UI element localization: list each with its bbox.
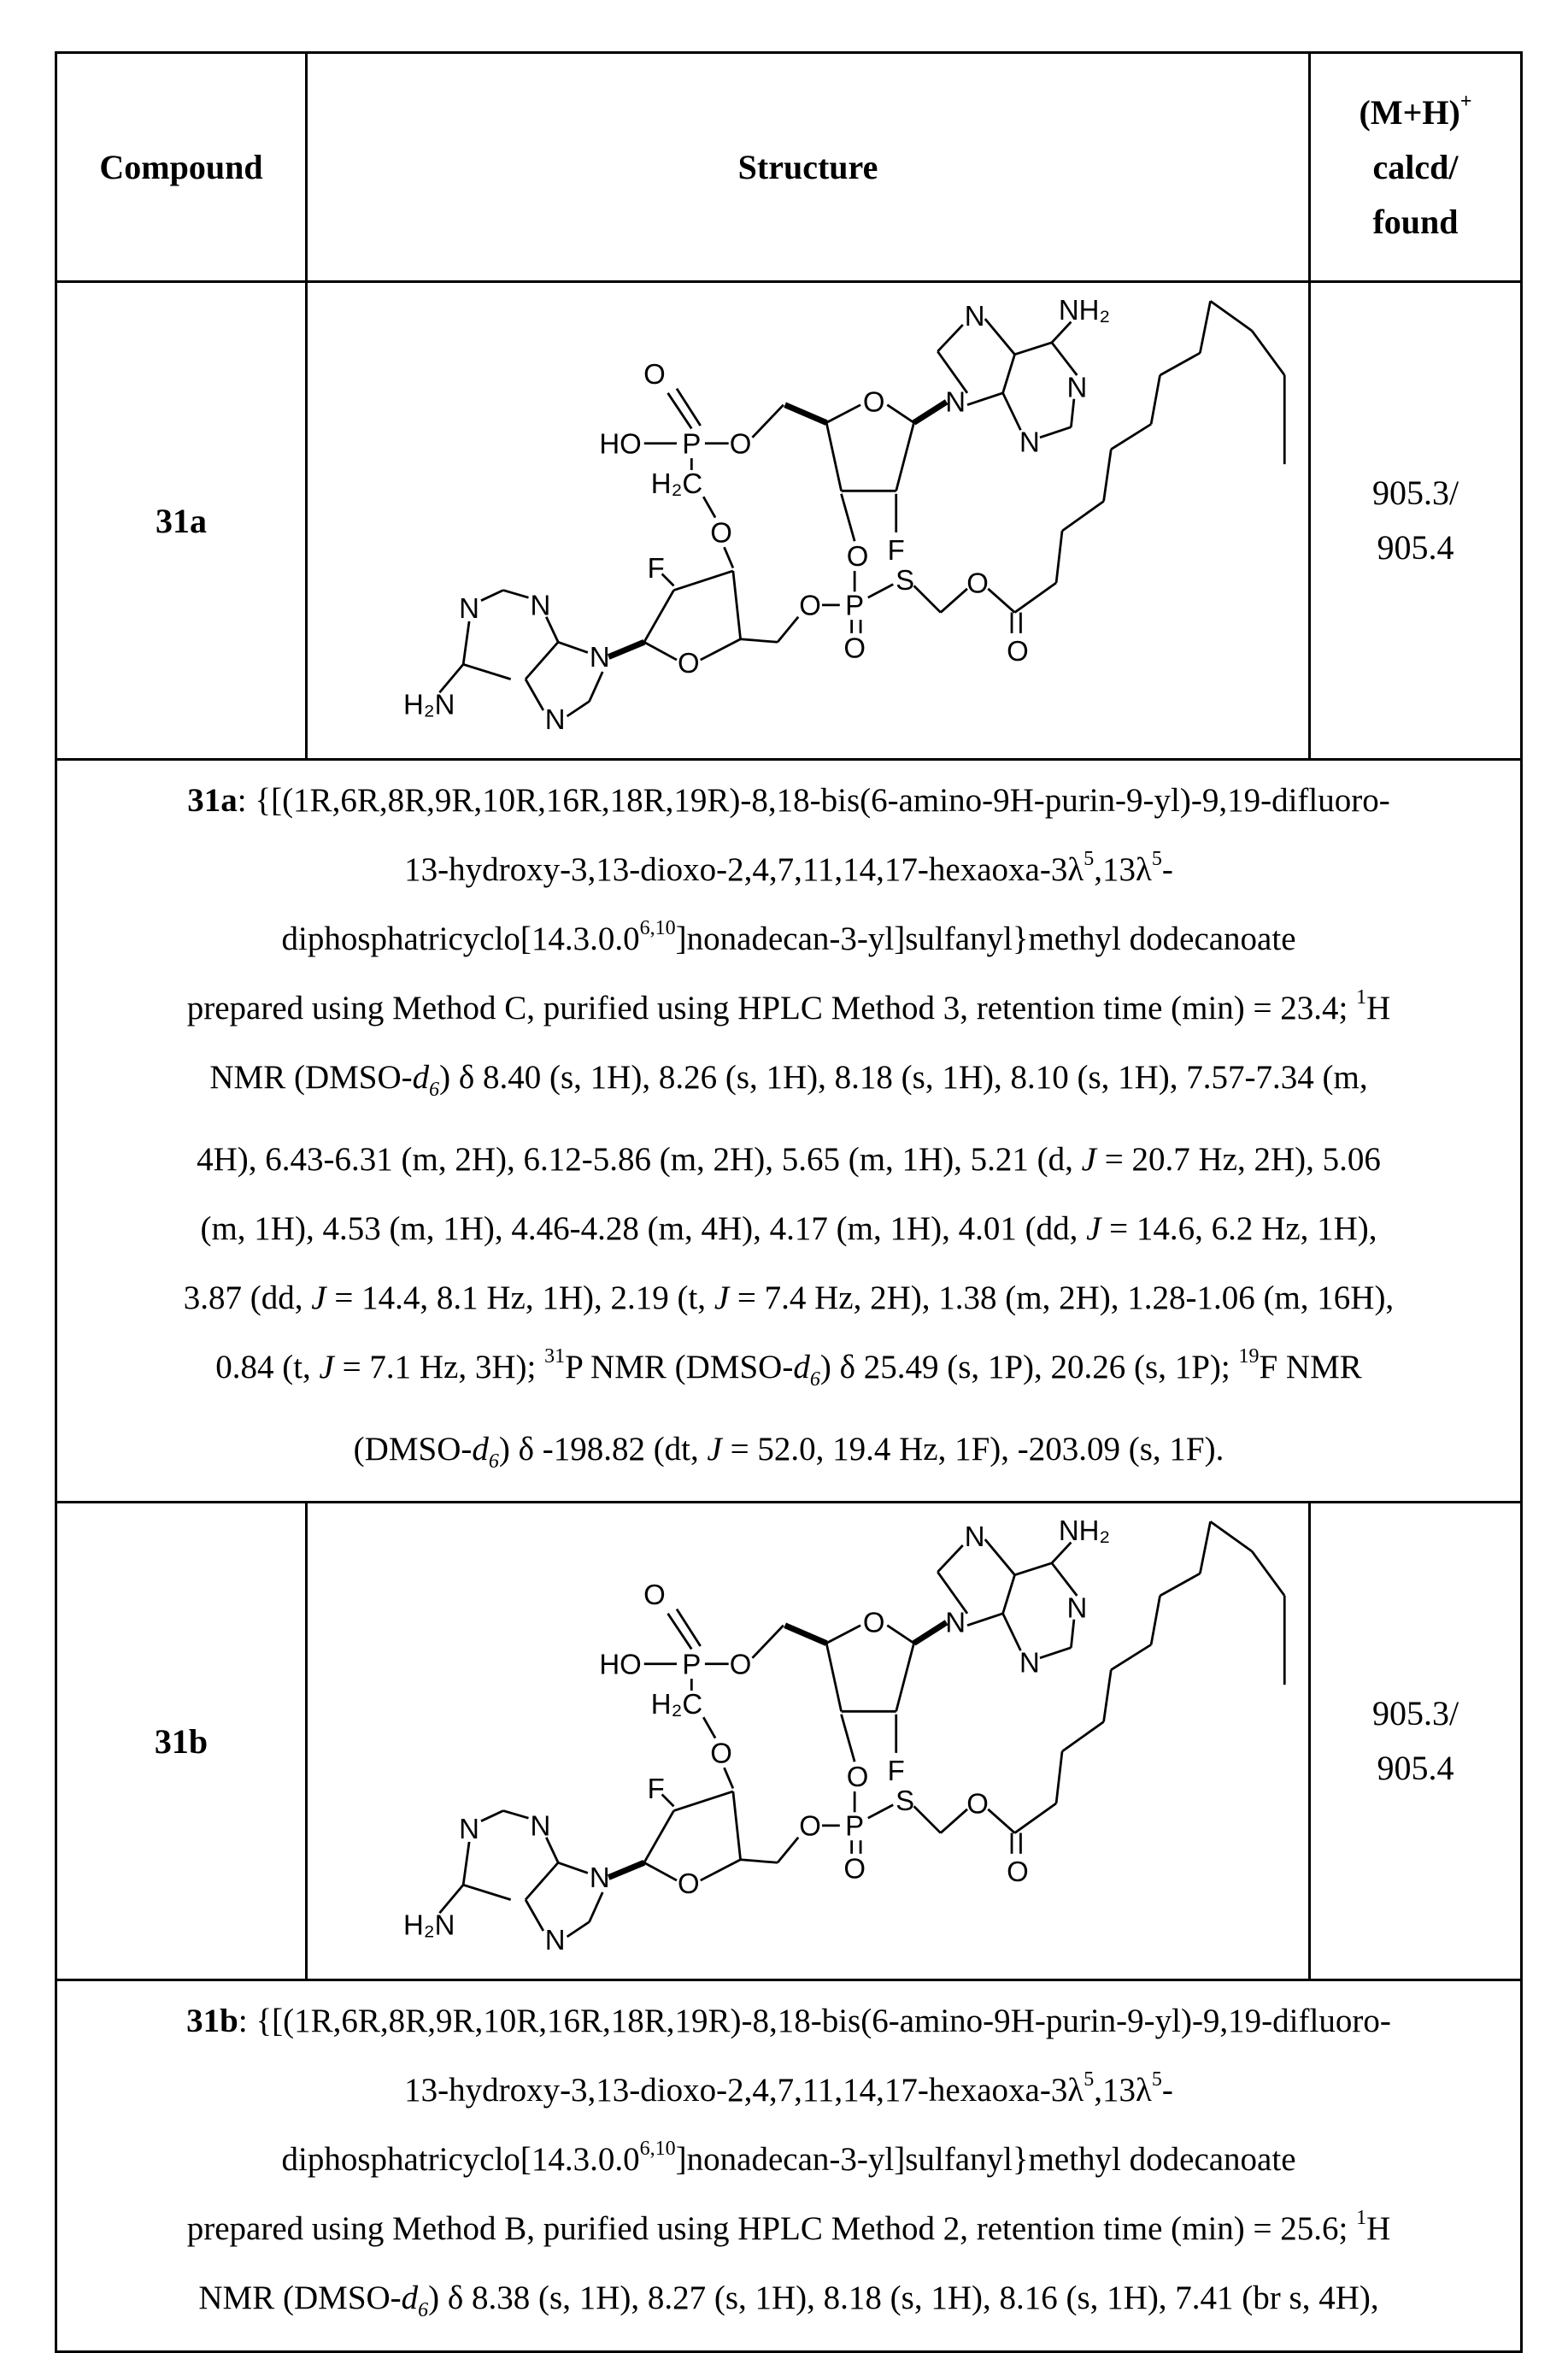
bond — [1111, 424, 1151, 449]
bond — [1160, 1574, 1201, 1596]
atom-label: H₂C — [651, 1689, 702, 1721]
description-text: 4H), 6.43-6.31 (m, 2H), 6.12-5.86 (m, 2H), 5.65 (m, 1H), 5.21 (d, — [197, 1141, 1082, 1178]
mass-cell — [1310, 282, 1522, 760]
bond — [937, 1545, 962, 1572]
bond — [668, 393, 692, 429]
description-text: NMR (DMSO- — [198, 2279, 401, 2316]
bond — [752, 405, 783, 438]
bond — [1056, 531, 1062, 583]
bond — [826, 405, 860, 423]
superscript: 31 — [544, 1345, 565, 1368]
bond — [1003, 1575, 1015, 1614]
description-text: 3.87 (dd, — [184, 1279, 312, 1316]
table-row-31a — [56, 282, 1522, 760]
description-text: = 52.0, 19.4 Hz, 1F), -203.09 (s, 1F). — [722, 1431, 1224, 1468]
description-line — [69, 904, 1508, 974]
chemical-structure-31b — [308, 1503, 1308, 1979]
description-text: H — [1366, 990, 1390, 1026]
atom-label: N — [965, 1521, 985, 1552]
atom-label: O — [643, 1579, 666, 1610]
atom-label: O — [710, 516, 732, 548]
bond — [826, 1644, 841, 1712]
bond — [526, 1863, 558, 1900]
description-text: - — [1162, 851, 1173, 888]
bond — [1211, 301, 1253, 331]
superscript: 5 — [1084, 2068, 1094, 2091]
atom-label: O — [847, 1762, 869, 1793]
bond — [988, 1809, 1014, 1833]
atom-label: S — [896, 1785, 914, 1816]
description-text: d6 — [793, 1349, 820, 1385]
atom-label: P — [682, 1649, 701, 1680]
bond — [1062, 1722, 1104, 1752]
bond — [1252, 331, 1284, 375]
mass-found: 905.4 — [1377, 1749, 1454, 1787]
bond — [887, 405, 913, 423]
atom-label: O — [843, 1853, 866, 1885]
bond — [914, 585, 941, 612]
description-text: F NMR — [1259, 1349, 1361, 1385]
description-text: diphosphatricyclo[14.3.0.0 — [281, 2141, 639, 2178]
bond — [463, 1842, 469, 1885]
bond — [842, 1715, 855, 1762]
bond — [752, 1626, 783, 1658]
description-line — [69, 1415, 1508, 1497]
bond — [1151, 375, 1160, 424]
atom-label: O — [730, 427, 752, 459]
bond — [1003, 393, 1021, 430]
atom-label: F — [648, 1773, 665, 1804]
atom-label: N — [945, 386, 966, 418]
bond — [526, 679, 543, 710]
atom-label: H₂N — [403, 1909, 455, 1941]
bond — [644, 1811, 674, 1863]
atom-label: O — [678, 1868, 700, 1899]
atom-label: P — [845, 1810, 864, 1842]
superscript: 5 — [1152, 848, 1162, 870]
wedge-bond — [608, 642, 644, 656]
bond — [567, 702, 590, 716]
description-line — [69, 766, 1508, 835]
description-text: J — [1082, 1141, 1096, 1178]
atom-label: N — [965, 300, 985, 332]
atom-label: O — [678, 647, 700, 679]
atom-label: O — [843, 632, 866, 664]
bond — [1160, 353, 1201, 375]
description-row-31a — [56, 760, 1522, 1503]
atom-label: F — [888, 1756, 905, 1787]
atom-label: O — [1007, 635, 1029, 667]
bond — [1003, 1614, 1021, 1650]
description-line — [69, 2056, 1508, 2125]
bond — [733, 1791, 741, 1860]
bond — [842, 494, 855, 542]
description-text: 13-hydroxy-3,13-dioxo-2,4,7,11,14,17-hexaoxa-3λ — [404, 851, 1084, 888]
description-row-31b — [56, 1980, 1522, 2352]
bond — [1211, 1522, 1253, 1552]
atom-label: NH₂ — [1059, 294, 1110, 326]
bond — [1015, 343, 1052, 355]
bond — [644, 591, 674, 643]
bond — [778, 617, 798, 642]
atom-label: F — [648, 552, 665, 584]
atom-label: O — [863, 1607, 885, 1638]
description-line — [69, 1332, 1508, 1415]
bond — [526, 642, 558, 679]
description-text: prepared using Method B, purified using HPLC Method 2, retention time (min) = 25.6; — [187, 2210, 1356, 2247]
compound-id: 31b — [56, 1503, 307, 1980]
description-text: 31b — [186, 2003, 238, 2039]
bond — [724, 1768, 732, 1789]
bond — [1040, 1648, 1071, 1658]
header-compound: Compound — [56, 53, 307, 282]
description-text: 13-hydroxy-3,13-dioxo-2,4,7,11,14,17-hexaoxa-3λ — [404, 2072, 1084, 2109]
description-text: (DMSO- — [354, 1431, 473, 1468]
description-text: ]nonadecan-3-yl]sulfanyl}methyl dodecanoate — [676, 921, 1296, 957]
structure-cell — [307, 1503, 1310, 1980]
atom-label: O — [1007, 1856, 1029, 1888]
wedge-bond — [608, 1863, 644, 1878]
bond — [703, 1718, 715, 1738]
bond — [1052, 343, 1077, 375]
bond — [1071, 399, 1073, 427]
bond — [703, 497, 715, 517]
mass-calcd: 905.3/ — [1372, 474, 1459, 512]
atom-label: N — [945, 1607, 966, 1638]
bond — [590, 1892, 603, 1922]
bond — [941, 589, 967, 613]
bond — [481, 591, 503, 601]
header-mass — [1310, 53, 1522, 282]
bond — [481, 1811, 503, 1821]
description-text: H — [1366, 2210, 1390, 2247]
bond — [724, 547, 732, 568]
atom-label: P — [682, 427, 701, 459]
description-line — [69, 1043, 1508, 1125]
description-text: d6 — [402, 2279, 429, 2316]
atom-label: O — [799, 589, 821, 621]
description-line — [69, 1125, 1508, 1194]
description-text: J — [1086, 1210, 1101, 1247]
description-text: diphosphatricyclo[14.3.0.0 — [281, 921, 639, 957]
atom-label: O — [730, 1649, 752, 1680]
bond — [1015, 1803, 1057, 1833]
wedge-bond — [785, 1626, 827, 1644]
bond — [985, 1539, 1015, 1575]
description-text: : {[(1R,6R,8R,9R,10R,16R,18R,19R)-8,18-bis(6-amino-9H-purin-9-yl)-9,19-difluoro- — [238, 2003, 1391, 2039]
superscript: 1 — [1356, 986, 1366, 1009]
atom-label: O — [710, 1738, 732, 1769]
atom-label: H₂C — [651, 468, 702, 499]
description-text: ) δ 8.38 (s, 1H), 8.27 (s, 1H), 8.18 (s, 1H), 8.16 (s, 1H), 7.41 (br s, 4H), — [428, 2279, 1378, 2316]
bond — [701, 1860, 741, 1880]
description-text: J — [320, 1349, 334, 1385]
atom-label: N — [530, 1810, 550, 1842]
atom-label: O — [966, 1788, 989, 1820]
bond — [868, 585, 893, 598]
bond — [644, 642, 677, 660]
atom-label: P — [845, 589, 864, 621]
bond — [1252, 1551, 1284, 1596]
bond — [826, 423, 841, 491]
bond — [914, 1807, 941, 1833]
atom-label: NH₂ — [1059, 1515, 1110, 1547]
superscript: 5 — [1152, 2068, 1162, 2091]
wedge-bond — [785, 405, 827, 423]
bond — [1052, 1563, 1077, 1596]
description-text: (m, 1H), 4.53 (m, 1H), 4.46-4.28 (m, 4H), 4.17 (m, 1H), 4.01 (dd, — [200, 1210, 1086, 1247]
description-text: ) δ -198.82 (dt, — [499, 1431, 708, 1468]
atom-label: N — [1066, 1592, 1087, 1624]
mass-found: 905.4 — [1377, 528, 1454, 567]
bond — [1104, 450, 1112, 502]
description-text: = 7.1 Hz, 3H); — [334, 1349, 544, 1385]
description-text: J — [714, 1279, 729, 1316]
atom-label: O — [863, 386, 885, 418]
bond — [1040, 427, 1071, 438]
bond — [1062, 501, 1104, 531]
atom-label: N — [1066, 371, 1087, 403]
description-text: = 14.6, 6.2 Hz, 1H), — [1101, 1210, 1377, 1247]
atom-label: N — [459, 592, 479, 624]
bond — [463, 664, 511, 679]
superscript: 6,10 — [640, 917, 676, 939]
atom-label: S — [896, 564, 914, 596]
description-line — [69, 835, 1508, 904]
bond — [941, 1809, 967, 1833]
superscript: 1 — [1356, 2207, 1366, 2229]
description-text: ) δ 25.49 (s, 1P), 20.26 (s, 1P); — [820, 1349, 1239, 1385]
bond — [967, 1614, 1003, 1626]
bond — [503, 1811, 528, 1819]
bond — [567, 1922, 590, 1937]
description-text: - — [1162, 2072, 1173, 2109]
bond — [701, 639, 741, 660]
bond — [673, 1791, 732, 1811]
description-line — [69, 1194, 1508, 1263]
bond — [677, 389, 701, 426]
superscript: 6,10 — [640, 2138, 676, 2160]
atom-label: H₂N — [403, 689, 455, 721]
atom-label: N — [530, 589, 550, 621]
bond — [1104, 1670, 1112, 1722]
description-text: ]nonadecan-3-yl]sulfanyl}methyl dodecanoate — [676, 2141, 1296, 2178]
bond — [463, 1885, 511, 1900]
description-line — [69, 1986, 1508, 2056]
description-text: P NMR (DMSO- — [565, 1349, 793, 1385]
bond — [967, 393, 1003, 405]
description-31b — [56, 1980, 1522, 2352]
bond — [985, 319, 1015, 355]
chemical-structure-31a — [308, 283, 1308, 758]
description-line — [69, 974, 1508, 1043]
description-line — [69, 2194, 1508, 2263]
bond — [1200, 301, 1210, 353]
header-mass-line2: calcd/ — [1373, 148, 1459, 186]
description-text: d6 — [413, 1059, 440, 1096]
bond — [590, 672, 603, 702]
bond — [558, 642, 588, 652]
bond — [1015, 1563, 1052, 1575]
description-text: = 7.4 Hz, 2H), 1.38 (m, 2H), 1.28-1.06 (m, 16H), — [729, 1279, 1394, 1316]
bond — [644, 1863, 677, 1881]
bond — [1056, 1752, 1062, 1804]
bond — [526, 1900, 543, 1931]
description-line — [69, 2263, 1508, 2345]
compound-id: 31a — [56, 282, 307, 760]
description-text: ,13λ — [1094, 851, 1152, 888]
table-header-row — [56, 53, 1522, 282]
bond — [826, 1626, 860, 1644]
wedge-bond — [914, 1623, 947, 1644]
bond — [668, 1614, 692, 1650]
bond — [896, 423, 914, 491]
header-mass-line3: found — [1372, 203, 1458, 241]
bond — [1151, 1596, 1160, 1644]
description-text: d6 — [472, 1431, 499, 1468]
atom-label: O — [966, 567, 989, 598]
atom-label: N — [545, 703, 566, 735]
bond — [1015, 583, 1057, 613]
superscript: 19 — [1238, 1345, 1259, 1368]
atom-label: O — [643, 358, 666, 390]
bond — [1111, 1645, 1151, 1670]
description-text: ,13λ — [1094, 2072, 1152, 2109]
bond — [741, 639, 778, 642]
mass-cell — [1310, 1503, 1522, 1980]
description-text: NMR (DMSO- — [209, 1059, 412, 1096]
bond — [868, 1805, 893, 1819]
bond — [558, 1863, 588, 1874]
mass-calcd: 905.3/ — [1372, 1694, 1459, 1732]
bond — [887, 1626, 913, 1644]
description-text: 31a — [187, 782, 238, 819]
atom-label: N — [459, 1813, 479, 1844]
atom-label: F — [888, 534, 905, 566]
bond — [937, 325, 962, 351]
atom-label: N — [1019, 426, 1040, 458]
description-31a — [56, 760, 1522, 1503]
bond — [463, 621, 469, 664]
atom-label: O — [799, 1810, 821, 1842]
bond — [896, 1644, 914, 1712]
description-text: : {[(1R,6R,8R,9R,10R,16R,18R,19R)-8,18-bis(6-amino-9H-purin-9-yl)-9,19-difluoro- — [238, 782, 1390, 819]
table-row-31b — [56, 1503, 1522, 1980]
bond — [503, 591, 528, 598]
description-line — [69, 1263, 1508, 1332]
atom-label: HO — [599, 1649, 641, 1680]
description-text: prepared using Method C, purified using HPLC Method 3, retention time (min) = 23.4; — [187, 990, 1356, 1026]
bond — [1003, 355, 1015, 393]
structure-cell — [307, 282, 1310, 760]
bond — [741, 1860, 778, 1862]
compound-table — [55, 51, 1523, 2353]
description-text: J — [708, 1431, 722, 1468]
bond — [673, 571, 732, 591]
description-text: ) δ 8.40 (s, 1H), 8.26 (s, 1H), 8.18 (s, 1H), 8.10 (s, 1H), 7.57-7.34 (m, — [439, 1059, 1367, 1096]
bond — [988, 589, 1014, 613]
header-mass-line1: (M+H)+ — [1360, 93, 1472, 132]
header-structure: Structure — [307, 53, 1310, 282]
atom-label: HO — [599, 427, 641, 459]
description-text: = 20.7 Hz, 2H), 5.06 — [1096, 1141, 1381, 1178]
superscript: 5 — [1084, 848, 1094, 870]
bond — [778, 1838, 798, 1862]
bond — [677, 1609, 701, 1646]
atom-label: O — [847, 540, 869, 572]
atom-label: N — [590, 1862, 610, 1893]
description-text: = 14.4, 8.1 Hz, 1H), 2.19 (t, — [326, 1279, 714, 1316]
atom-label: N — [590, 641, 610, 673]
wedge-bond — [914, 402, 947, 422]
bond — [1200, 1522, 1210, 1574]
atom-label: N — [1019, 1647, 1040, 1679]
description-text: J — [311, 1279, 326, 1316]
description-text: 0.84 (t, — [215, 1349, 319, 1385]
description-line — [69, 2125, 1508, 2194]
bond — [733, 571, 741, 639]
atom-label: N — [545, 1924, 566, 1956]
bond — [1071, 1620, 1073, 1648]
